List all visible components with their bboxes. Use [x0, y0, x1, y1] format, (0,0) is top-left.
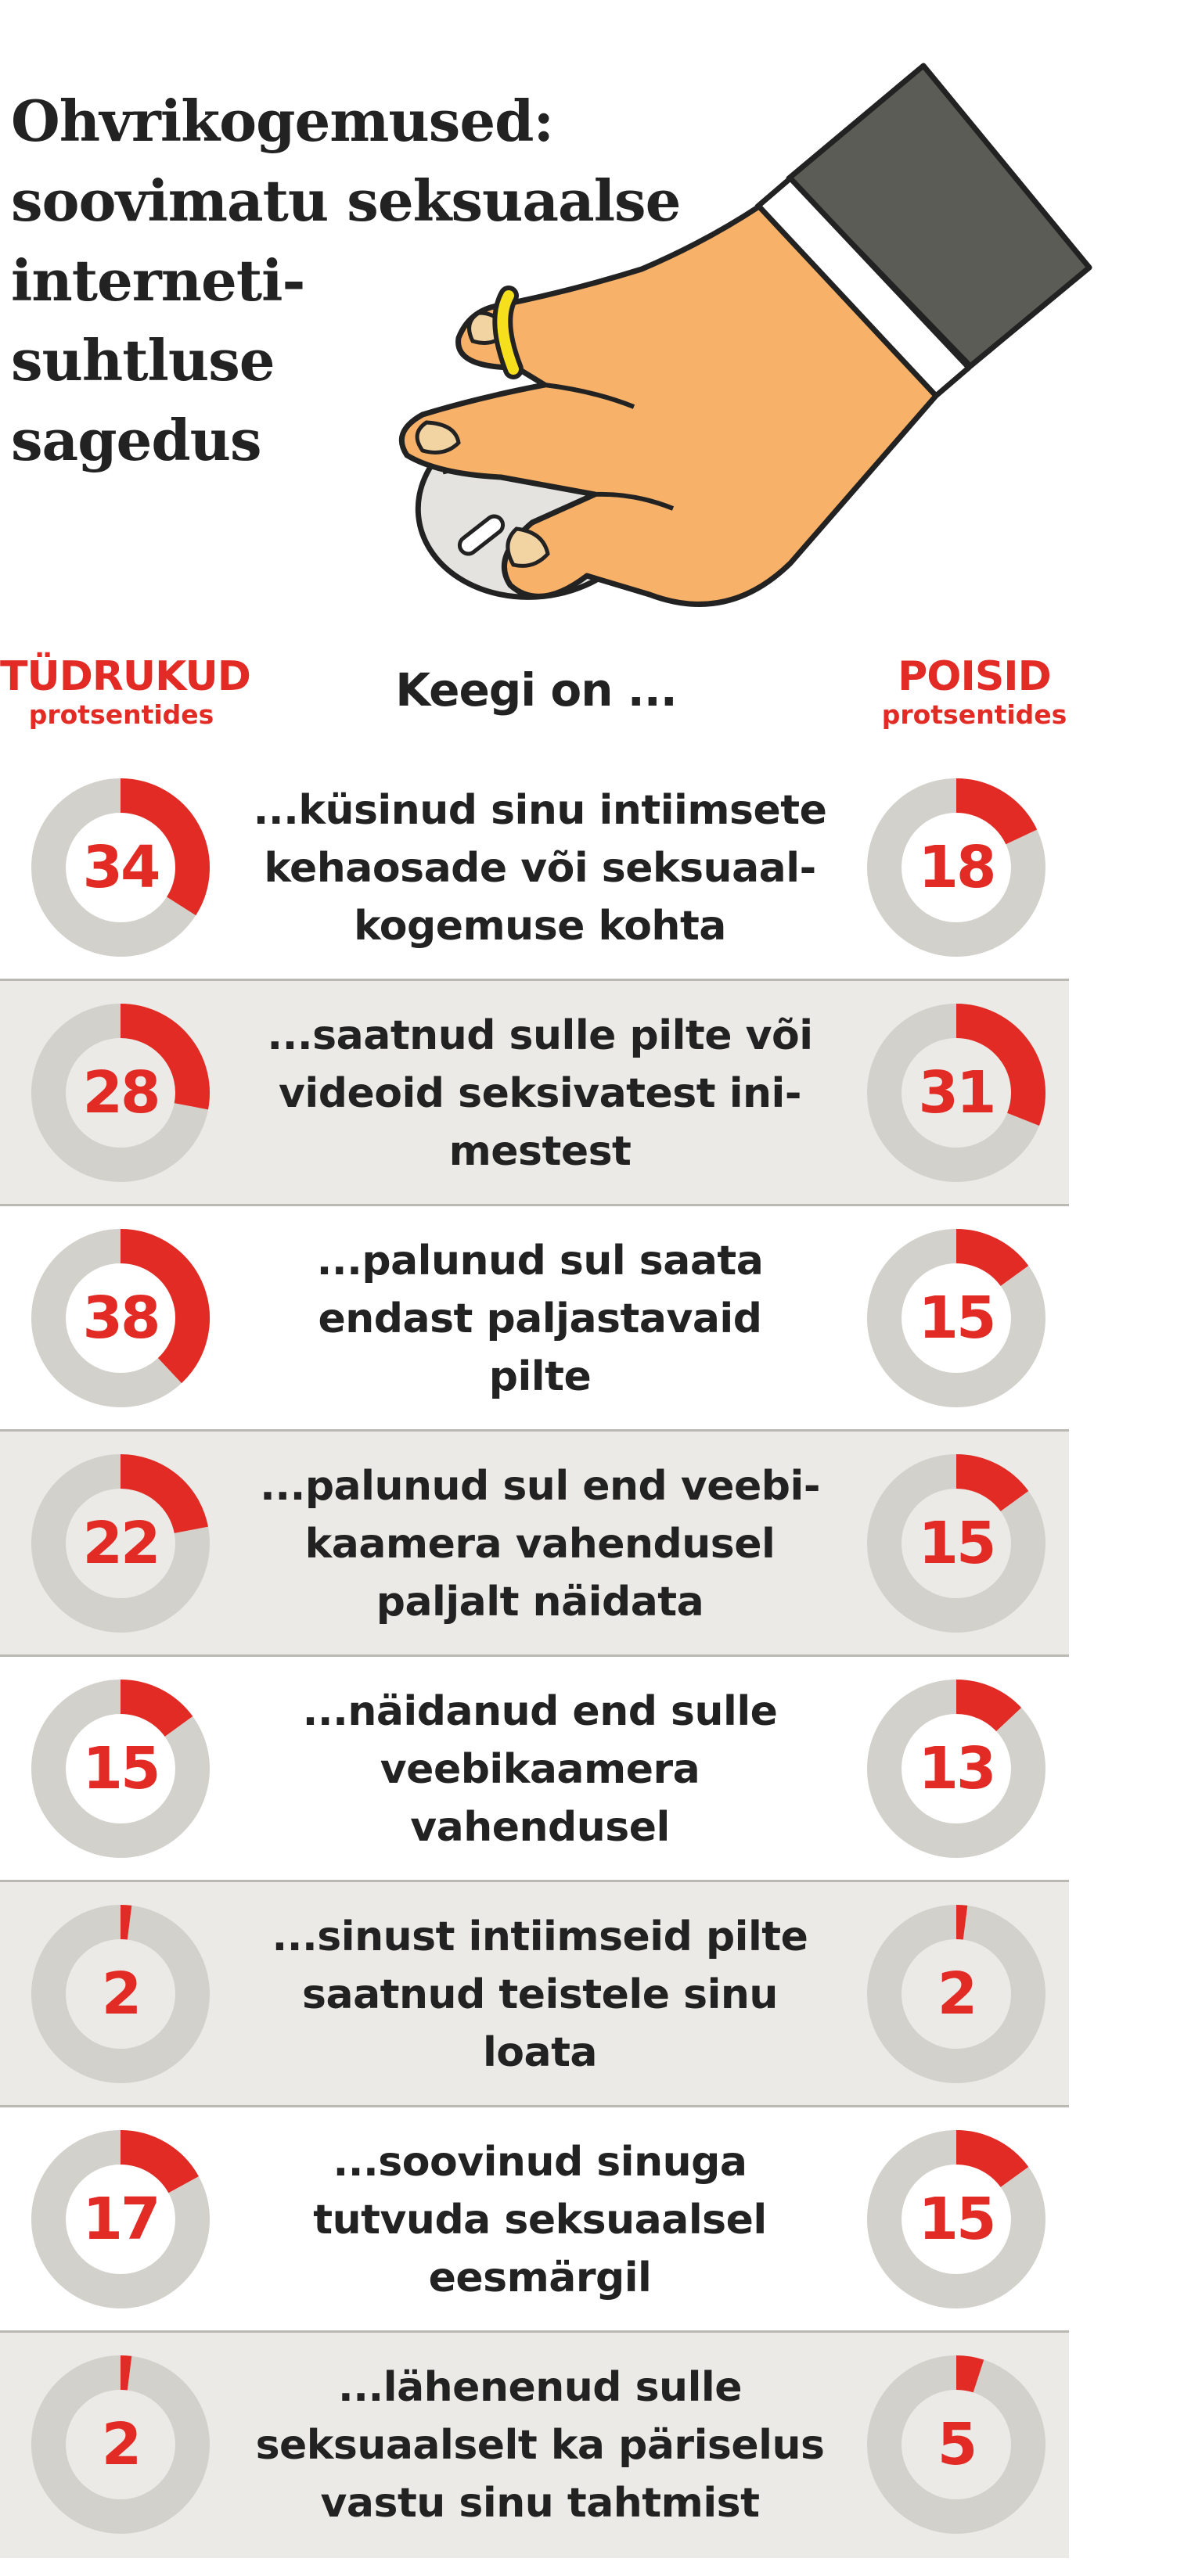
row-description — [243, 756, 837, 981]
girls-donut — [28, 1676, 213, 1861]
description-line: tutvuda seksuaalsel — [313, 2197, 767, 2244]
boys-value-label: 31 — [918, 1059, 995, 1126]
boys-value-label: 15 — [918, 2186, 995, 2253]
girls-label: TÜDRUKUD — [0, 653, 250, 700]
description-line: ...palunud sul saata — [316, 1238, 764, 1284]
boys-unit-label: protsentides — [881, 699, 1067, 730]
title-line: interneti- — [11, 247, 305, 314]
girls-value-label: 17 — [82, 2186, 159, 2253]
boys-label: POISID — [898, 653, 1051, 700]
column-header-boys — [853, 654, 1096, 731]
description-line: kaamera vahendusel — [304, 1521, 776, 1568]
description-line: ...sinust intiimseid pilte — [272, 1913, 808, 1960]
description-line: kehaosade või seksuaal- — [264, 845, 816, 892]
description-line: mestest — [448, 1128, 632, 1175]
column-header-girls — [0, 653, 250, 731]
boys-donut — [864, 1451, 1049, 1636]
description-line: ...näidanud end sulle — [302, 1688, 778, 1735]
chart-rows — [0, 756, 1069, 2558]
girls-value-label: 38 — [82, 1284, 159, 1352]
chart-row — [0, 1432, 1069, 1657]
boys-value-label: 15 — [918, 1510, 995, 1577]
girls-value-label: 15 — [82, 1735, 159, 1802]
description-line: pilte — [488, 1353, 592, 1400]
row-description — [243, 2107, 837, 2333]
description-line: vahendusel — [410, 1804, 670, 1851]
chart-row — [0, 1657, 1069, 1882]
row-description — [243, 1657, 837, 1882]
girls-value-label: 34 — [82, 834, 159, 901]
girls-donut — [28, 1226, 213, 1410]
description-line: ...palunud sul end veebi- — [260, 1463, 820, 1510]
boys-value-label: 2 — [937, 1960, 976, 2028]
girls-value-label: 2 — [101, 2411, 140, 2478]
row-description — [243, 2333, 837, 2558]
chart-row — [0, 981, 1069, 1206]
boys-donut — [864, 2352, 1049, 2537]
girls-value-label: 28 — [82, 1059, 159, 1126]
description-line: veebikaamera — [380, 1746, 700, 1793]
hand-on-mouse-icon — [376, 55, 1103, 634]
boys-donut — [864, 1001, 1049, 1185]
girls-donut — [28, 1902, 213, 2086]
row-description — [243, 981, 837, 1206]
boys-donut — [864, 775, 1049, 960]
boys-value-label: 18 — [918, 834, 995, 901]
title-line: Ohvrikogemused: — [11, 88, 554, 154]
chart-row — [0, 1206, 1069, 1432]
chart-row — [0, 2107, 1069, 2333]
girls-donut — [28, 1451, 213, 1636]
description-line: endast paljastavaid — [318, 1295, 762, 1342]
boys-value-label: 13 — [918, 1735, 995, 1802]
chart-row — [0, 2333, 1069, 2558]
description-line: saatnud teistele sinu — [302, 1971, 778, 2018]
boys-value-label: 15 — [918, 1284, 995, 1352]
girls-unit-label: protsentides — [28, 699, 214, 730]
description-line: loata — [482, 2029, 598, 2076]
girls-donut — [28, 775, 213, 960]
description-line: ...lähenenud sulle — [337, 2364, 742, 2411]
boys-donut — [864, 1676, 1049, 1861]
row-description — [243, 1206, 837, 1432]
description-line: eesmärgil — [428, 2254, 652, 2301]
girls-donut — [28, 1001, 213, 1185]
description-line: paljalt näidata — [376, 1579, 704, 1626]
boys-value-label: 5 — [937, 2411, 976, 2478]
title-line: soovimatu seksuaalse — [11, 167, 681, 234]
row-description — [243, 1432, 837, 1657]
description-line: seksuaalselt ka päriselus — [255, 2422, 825, 2469]
chart-row — [0, 1882, 1069, 2107]
girls-value-label: 22 — [82, 1510, 159, 1577]
description-line: ...saatnud sulle pilte või — [267, 1012, 813, 1059]
title-line: suhtluse — [11, 327, 275, 393]
row-description — [243, 1882, 837, 2107]
description-line: kogemuse kohta — [354, 903, 726, 950]
description-line: ...küsinud sinu intiimsete — [253, 787, 827, 834]
girls-donut — [28, 2352, 213, 2537]
girls-value-label: 2 — [101, 1960, 140, 2028]
title-line: sagedus — [11, 407, 261, 473]
boys-donut — [864, 2127, 1049, 2312]
description-line: vastu sinu tahtmist — [320, 2480, 760, 2527]
column-header-description: Keegi on ... — [395, 663, 677, 717]
boys-donut — [864, 1226, 1049, 1410]
boys-donut — [864, 1902, 1049, 2086]
chart-row — [0, 756, 1069, 981]
description-line: ...soovinud sinuga — [333, 2139, 747, 2186]
description-line: videoid seksivatest ini- — [279, 1070, 801, 1117]
girls-donut — [28, 2127, 213, 2312]
